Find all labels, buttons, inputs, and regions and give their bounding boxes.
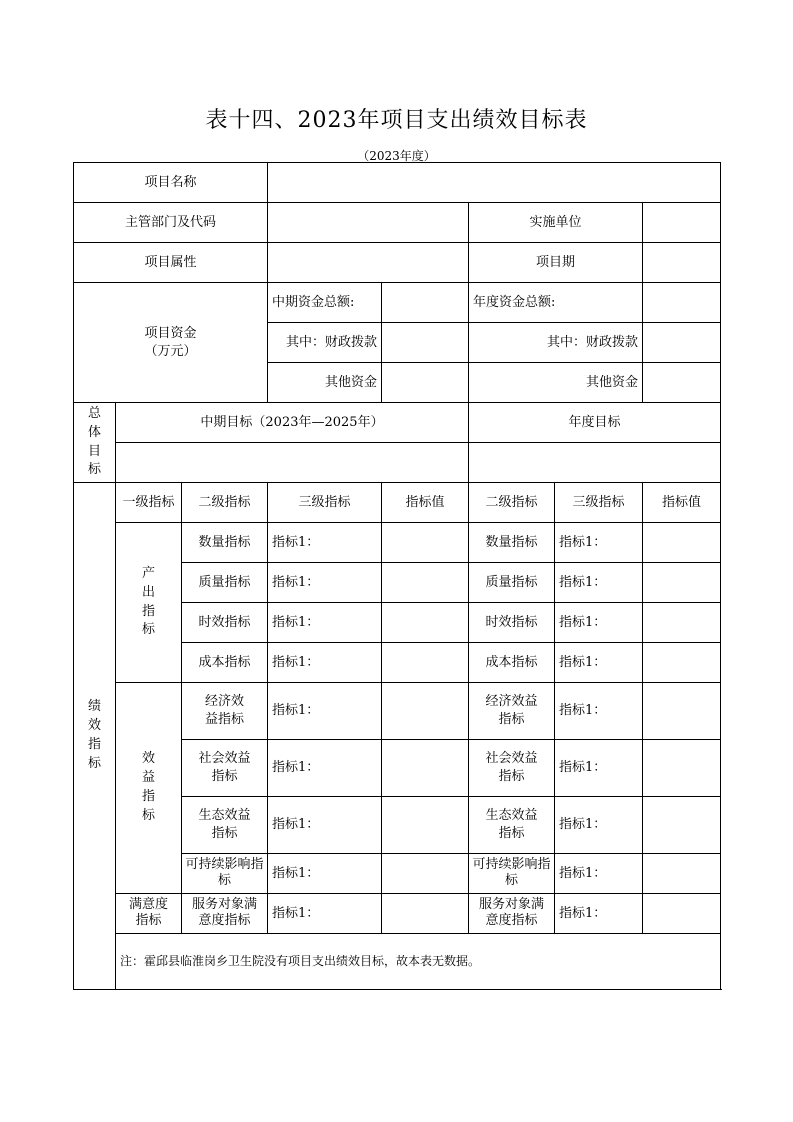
row-level3: 指标1： bbox=[268, 797, 382, 854]
row-value bbox=[382, 643, 469, 683]
dept-code-value bbox=[268, 203, 469, 243]
row-level2-right bbox=[469, 894, 555, 934]
row-level3: 指标1： bbox=[268, 603, 382, 643]
perf-side bbox=[74, 483, 116, 990]
col-value-right: 指标值 bbox=[643, 483, 721, 523]
other-right-value bbox=[643, 363, 721, 403]
row-level3: 指标1： bbox=[268, 523, 382, 563]
col-level3-right: 三级指标 bbox=[555, 483, 643, 523]
row-value-right bbox=[643, 523, 721, 563]
row-level3-right: 指标1： bbox=[555, 643, 643, 683]
col-level2-right: 二级指标 bbox=[469, 483, 555, 523]
fiscal-left-value bbox=[382, 323, 469, 363]
other-left-label: 其他资金 bbox=[268, 363, 382, 403]
row-value bbox=[382, 603, 469, 643]
row-value bbox=[382, 854, 469, 894]
row-level2-text: 可持续影响指标 bbox=[185, 857, 264, 889]
row-value-right bbox=[643, 797, 721, 854]
row-level2 bbox=[182, 894, 268, 934]
row-level2-right bbox=[469, 797, 555, 854]
annual-goal-header: 年度目标 bbox=[469, 403, 721, 443]
impl-unit-label: 实施单位 bbox=[469, 203, 643, 243]
impl-unit-value bbox=[643, 203, 721, 243]
row-level2 bbox=[182, 740, 268, 797]
row-level2-right bbox=[469, 740, 555, 797]
fiscal-left-label: 其中：财政拨款 bbox=[268, 323, 382, 363]
col-value: 指标值 bbox=[382, 483, 469, 523]
row-value-right bbox=[643, 854, 721, 894]
footnote: 注：霍邱县临淮岗乡卫生院没有项目支出绩效目标，故本表无数据。 bbox=[116, 934, 721, 990]
dept-code-label: 主管部门及代码 bbox=[74, 203, 268, 243]
row-value-right bbox=[643, 603, 721, 643]
col-level1: 一级指标 bbox=[116, 483, 182, 523]
overall-goal-label: 总体目标 bbox=[87, 405, 101, 478]
row-level3-right: 指标1： bbox=[555, 683, 643, 740]
row-level2-right-text: 社会效益指标 bbox=[485, 751, 538, 784]
row-level3-right: 指标1： bbox=[555, 854, 643, 894]
funds-unit: （万元） bbox=[144, 343, 197, 359]
benefit-group bbox=[116, 683, 182, 894]
row-level2 bbox=[182, 797, 268, 854]
row-level3: 指标1： bbox=[268, 643, 382, 683]
project-name-label: 项目名称 bbox=[74, 163, 268, 203]
output-group-label: 产出指标 bbox=[141, 565, 155, 638]
row-level2-right-text: 生态效益指标 bbox=[485, 808, 538, 841]
col-level2: 二级指标 bbox=[182, 483, 268, 523]
row-level2: 数量指标 bbox=[182, 523, 268, 563]
row-value bbox=[382, 740, 469, 797]
row-level3: 指标1： bbox=[268, 854, 382, 894]
perf-indicator-label: 绩效指标 bbox=[87, 699, 101, 771]
row-level2-right-text: 经济效益指标 bbox=[485, 694, 538, 727]
fiscal-right-label: 其中：财政拨款 bbox=[469, 323, 643, 363]
row-value-right bbox=[643, 643, 721, 683]
row-level2 bbox=[182, 683, 268, 740]
annual-total-value bbox=[643, 283, 721, 323]
row-level2-right: 时效指标 bbox=[469, 603, 555, 643]
project-attr-value bbox=[268, 243, 469, 283]
row-level3-right: 指标1： bbox=[555, 797, 643, 854]
row-level3-right: 指标1： bbox=[555, 563, 643, 603]
mid-goal-content bbox=[116, 443, 469, 483]
row-level3-right: 指标1： bbox=[555, 523, 643, 563]
other-left-value bbox=[382, 363, 469, 403]
row-level2: 质量指标 bbox=[182, 563, 268, 603]
row-value bbox=[382, 523, 469, 563]
satisfaction-group-label: 满意度指标 bbox=[128, 897, 168, 929]
row-level3: 指标1： bbox=[268, 894, 382, 934]
row-level2-text: 生态效益指标 bbox=[198, 808, 251, 841]
row-level3-right: 指标1： bbox=[555, 740, 643, 797]
project-name-value bbox=[268, 163, 721, 203]
project-period-label: 项目期 bbox=[469, 243, 643, 283]
row-level2-text: 经济效益指标 bbox=[204, 694, 244, 727]
project-period-value bbox=[643, 243, 721, 283]
row-level2 bbox=[182, 854, 268, 894]
performance-target-table bbox=[73, 162, 721, 990]
row-value bbox=[382, 563, 469, 603]
row-level2-right bbox=[469, 683, 555, 740]
row-value-right bbox=[643, 894, 721, 934]
row-value bbox=[382, 797, 469, 854]
row-level3-right: 指标1： bbox=[555, 894, 643, 934]
row-level2-text: 服务对象满意度指标 bbox=[191, 897, 257, 929]
row-value-right bbox=[643, 740, 721, 797]
row-level2-right: 质量指标 bbox=[469, 563, 555, 603]
row-value-right bbox=[643, 683, 721, 740]
benefit-group-label: 效益指标 bbox=[141, 751, 155, 823]
row-level2-text: 社会效益指标 bbox=[198, 751, 251, 784]
row-level2-right: 数量指标 bbox=[469, 523, 555, 563]
row-level2-right-text: 可持续影响指标 bbox=[472, 857, 551, 889]
mid-total-value bbox=[382, 283, 469, 323]
annual-goal-content bbox=[469, 443, 721, 483]
row-level3-right: 指标1： bbox=[555, 603, 643, 643]
funds-title: 项目资金 bbox=[144, 325, 197, 341]
other-right-label: 其他资金 bbox=[469, 363, 643, 403]
output-group bbox=[116, 523, 182, 683]
mid-goal-header: 中期目标（2023年—2025年） bbox=[116, 403, 469, 443]
row-value bbox=[382, 683, 469, 740]
mid-total-label: 中期资金总额: bbox=[268, 283, 382, 323]
row-value bbox=[382, 894, 469, 934]
row-value-right bbox=[643, 563, 721, 603]
satisfaction-group bbox=[116, 894, 182, 934]
row-level3: 指标1： bbox=[268, 740, 382, 797]
row-level2-right: 成本指标 bbox=[469, 643, 555, 683]
row-level2-right-text: 服务对象满意度指标 bbox=[478, 897, 544, 929]
annual-total-label: 年度资金总额: bbox=[469, 283, 643, 323]
row-level3: 指标1： bbox=[268, 683, 382, 740]
row-level2: 时效指标 bbox=[182, 603, 268, 643]
overall-goal-side bbox=[74, 403, 116, 483]
page-title: 表十四、2023年项目支出绩效目标表 bbox=[205, 108, 588, 133]
row-level2: 成本指标 bbox=[182, 643, 268, 683]
year-subtitle: （2023年度） bbox=[357, 149, 436, 163]
row-level2-right bbox=[469, 854, 555, 894]
funds-label bbox=[74, 283, 268, 403]
col-level3: 三级指标 bbox=[268, 483, 382, 523]
row-level3: 指标1： bbox=[268, 563, 382, 603]
project-attr-label: 项目属性 bbox=[74, 243, 268, 283]
fiscal-right-value bbox=[643, 323, 721, 363]
